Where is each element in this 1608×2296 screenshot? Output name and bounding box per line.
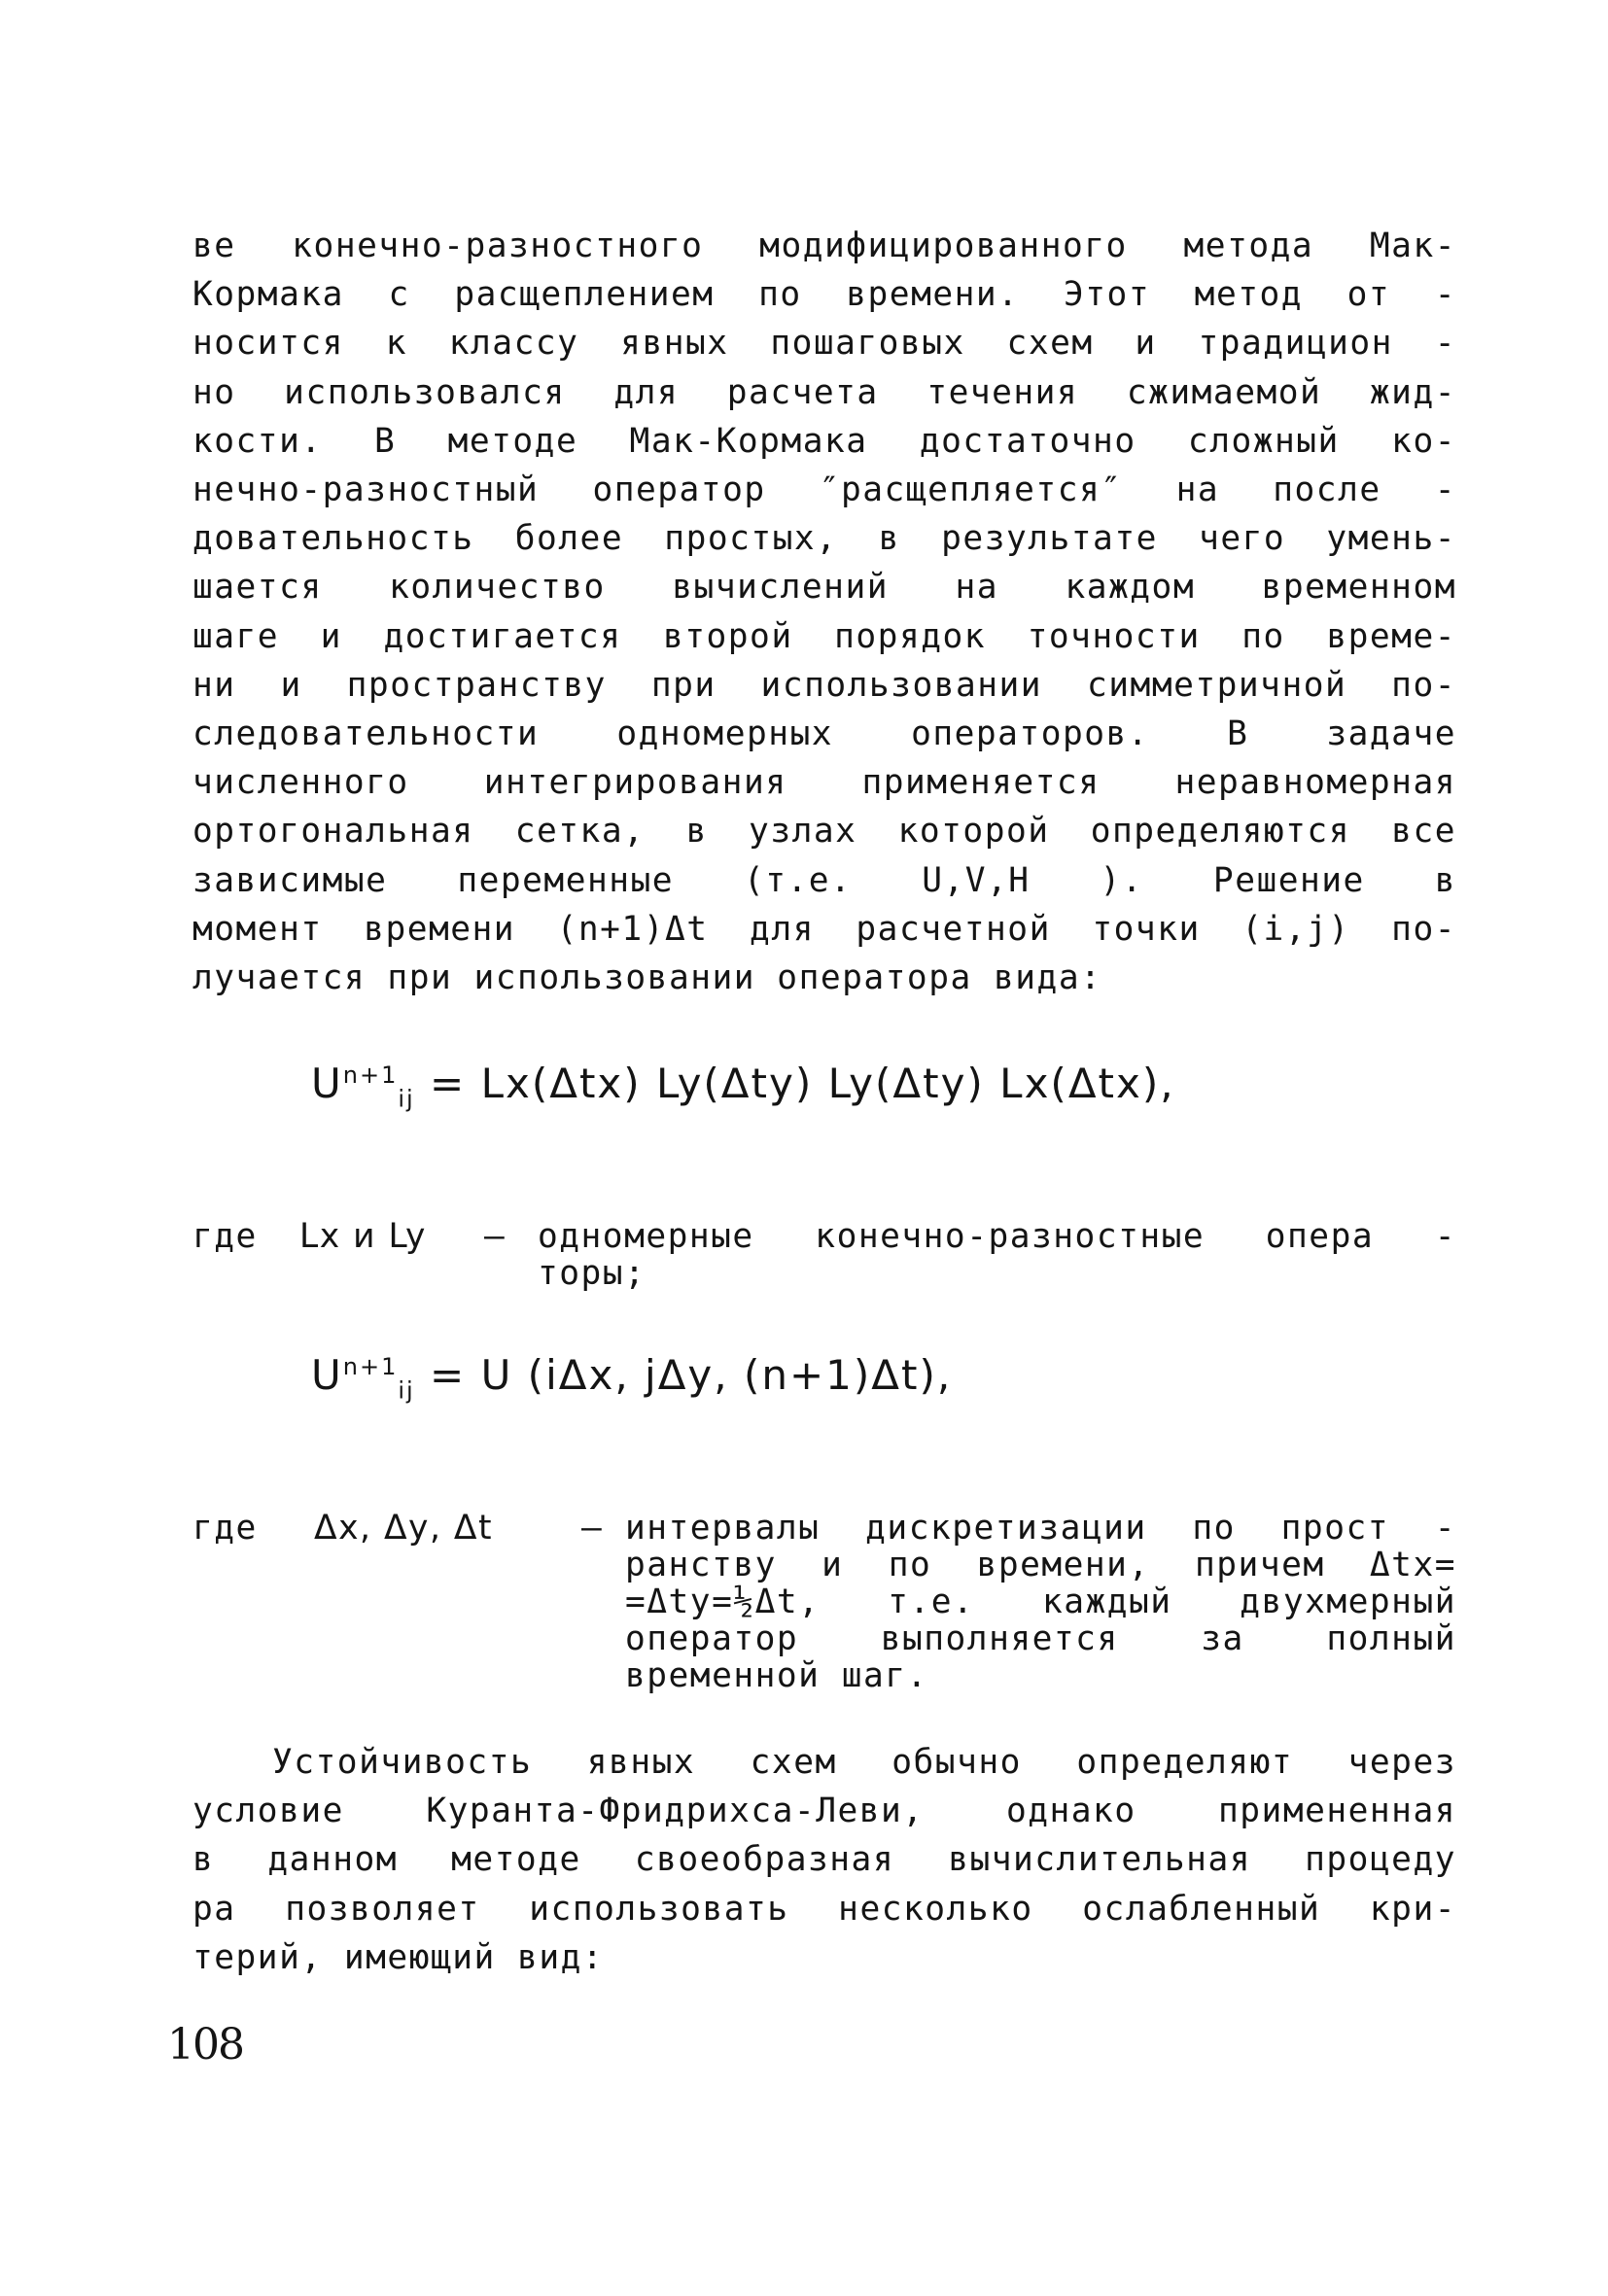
- text-line: следовательности одномерных операторов. В задаче: [192, 714, 1456, 754]
- definition-term: Δx, Δy, Δt: [314, 1509, 494, 1548]
- definition-dash: –: [484, 1217, 507, 1256]
- definition-label: где: [192, 1509, 258, 1548]
- text-line: =Δty=½Δt, т.е. каждый двухмерный: [625, 1583, 1456, 1621]
- formula-superscript: n+1: [342, 1061, 399, 1089]
- text-line: но использовался для расчета течения сжимаемой жид-: [192, 372, 1456, 412]
- formula-rhs: = Lx(Δtx) Ly(Δty) Ly(Δty) Lx(Δtx),: [430, 1060, 1175, 1107]
- definition-operators: [192, 1218, 1456, 1296]
- formula-rhs: = U (iΔx, jΔy, (n+1)Δt),: [430, 1351, 953, 1399]
- text-line: Устойчивость явных схем обычно определяют через: [272, 1743, 1456, 1782]
- text-line: оператор выполняется за полный: [625, 1619, 1456, 1658]
- text-line: лучается при использовании оператора вида:: [192, 958, 1102, 998]
- text-line: шаге и достигается второй порядок точности по време-: [192, 616, 1456, 656]
- text-line: носится к классу явных пошаговых схем и традицион -: [192, 324, 1456, 364]
- formula-subscript: ij: [398, 1085, 415, 1113]
- definition-term: Lx и Ly: [299, 1217, 427, 1256]
- text-line: терий, имеющий вид:: [192, 1937, 605, 1977]
- text-line: ни и пространству при использовании симметричной по-: [192, 665, 1456, 705]
- text-line: ранству и по времени, причем Δtx=: [625, 1546, 1456, 1584]
- text-line: ортогональная сетка, в узлах которой определяются все: [192, 812, 1456, 852]
- text-line: в данном методе своеобразная вычислительная процеду: [192, 1840, 1456, 1880]
- definition-text: [625, 1510, 1456, 1694]
- text-line: зависимые переменные (т.е. U,V,H ). Решение в: [192, 860, 1456, 900]
- definition-label: где: [192, 1217, 258, 1256]
- formula-lhs: U: [311, 1351, 343, 1399]
- formula-superscript: n+1: [342, 1353, 399, 1380]
- text-line: одномерные конечно-разностные опера -: [538, 1217, 1456, 1256]
- text-line: ве конечно-разностного модифицированного метода Мак-: [192, 226, 1456, 265]
- definition-intervals: [192, 1510, 1456, 1704]
- text-line: интервалы дискретизации по прост -: [625, 1509, 1456, 1548]
- definition-text: [538, 1218, 1456, 1292]
- text-line: численного интегрирования применяется неравномерная: [192, 763, 1456, 803]
- text-line: нечно-разностный оператор ″расщепляется″ на после -: [192, 470, 1456, 510]
- paragraph-2: [192, 1738, 1456, 1982]
- formula-subscript: ij: [398, 1376, 415, 1405]
- paragraph-1: [192, 222, 1456, 1002]
- text-line: шается количество вычислений на каждом временном: [192, 568, 1456, 608]
- text-line: условие Куранта-Фридрихса-Леви, однако примененная: [192, 1792, 1456, 1831]
- text-line: ра позволяет использовать несколько ослабленный кри-: [192, 1889, 1456, 1929]
- formula-grid-function: [311, 1351, 952, 1404]
- definition-dash: –: [581, 1509, 604, 1548]
- text-line: довательность более простых, в результате чего умень-: [192, 519, 1456, 559]
- text-line: торы;: [538, 1254, 647, 1293]
- formula-lhs: U: [311, 1060, 343, 1107]
- formula-operator: [311, 1060, 1175, 1112]
- text-line: кости. В методе Мак-Кормака достаточно сложный ко-: [192, 421, 1456, 461]
- text-line: временной шаг.: [625, 1656, 928, 1695]
- text-line: момент времени (n+1)Δt для расчетной точки (i,j) по-: [192, 909, 1456, 949]
- text-line: Кормака с расщеплением по времени. Этот метод от -: [192, 275, 1456, 315]
- page-number: 108: [167, 2020, 243, 2070]
